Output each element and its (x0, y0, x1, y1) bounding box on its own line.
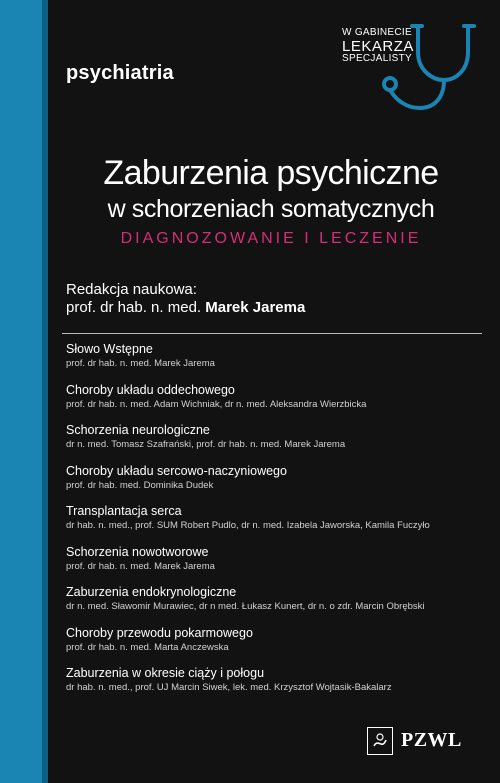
badge-line-1: W GABINECIE (342, 27, 412, 38)
badge-line-2: LEKARZA (342, 37, 414, 55)
chapter-title: Schorzenia neurologiczne (66, 423, 210, 437)
cover-spine (0, 0, 42, 783)
chapter-authors: prof. dr hab. n. med. Adam Wichniak, dr n. med. Aleksandra Wierzbicka (66, 398, 367, 410)
book-subtitle: w schorzeniach somatycznych (107, 195, 435, 224)
editor-label: Redakcja naukowa: (66, 281, 197, 298)
contents-item (66, 626, 486, 667)
chapter-title: Słowo Wstępne (66, 342, 153, 356)
publisher-name: PZWL (401, 729, 462, 751)
contents-list (66, 342, 486, 707)
editor-line (66, 299, 305, 317)
stethoscope-icon (382, 18, 478, 118)
cover-spine-shadow (42, 0, 48, 783)
chapter-authors: dr n. med. Tomasz Szafrański, prof. dr hab. n. med. Marek Jarema (66, 439, 346, 450)
chapter-authors: prof. dr hab. n. med. Marek Jarema (66, 358, 215, 369)
chapter-title: Choroby przewodu pokarmowego (66, 625, 253, 640)
badge-line-3: SPECJALISTY (342, 53, 412, 65)
chapter-authors: prof. dr hab. n. med. Marek Jarema (66, 560, 215, 572)
contents-item (66, 464, 486, 505)
book-tagline: DIAGNOZOWANIE I LECZENIE (120, 229, 422, 247)
contents-item (66, 383, 486, 424)
chapter-title: Schorzenia nowotworowe (66, 544, 209, 559)
publisher-logo-icon (367, 727, 393, 755)
chapter-title: Choroby układu oddechowego (66, 382, 235, 397)
chapter-authors: dr hab. n. med., prof. SUM Robert Pudlo, dr n. med. Izabela Jaworska, Kamila Fuczyło (66, 520, 430, 531)
series-badge (328, 18, 478, 118)
chapter-authors: prof. dr hab. med. Dominika Dudek (66, 479, 214, 491)
contents-item (66, 342, 486, 383)
chapter-authors: dr hab. n. med., prof. UJ Marcin Siwek, lek. med. Krzysztof Wojtasik-Bakalarz (66, 682, 392, 693)
editor-name: Marek Jarema (205, 299, 306, 316)
contents-item (66, 423, 486, 464)
editor-block (66, 281, 305, 317)
book-title-block (66, 155, 476, 248)
publisher-mark-icon (368, 728, 392, 754)
chapter-authors: prof. dr hab. n. med. Marta Anczewska (66, 641, 229, 653)
section-divider (62, 333, 482, 334)
chapter-title: Zaburzenia w okresie ciąży i połogu (66, 666, 265, 680)
chapter-title: Zaburzenia endokrynologiczne (66, 585, 237, 599)
chapter-title: Transplantacja serca (66, 504, 182, 518)
contents-item (66, 504, 486, 545)
editor-prefix: prof. dr hab. n. med. (66, 299, 202, 316)
contents-item (66, 666, 486, 707)
contents-item (66, 545, 486, 586)
chapter-authors: dr n. med. Sławomir Murawiec, dr n med. Łukasz Kunert, dr n. o zdr. Marcin Obrębski (66, 601, 425, 612)
publisher-logo (367, 727, 487, 755)
contents-item (66, 585, 486, 626)
series-label: psychiatria (66, 62, 174, 84)
chapter-title: Choroby układu sercowo-naczyniowego (66, 463, 287, 478)
book-title: Zaburzenia psychiczne (103, 154, 439, 192)
